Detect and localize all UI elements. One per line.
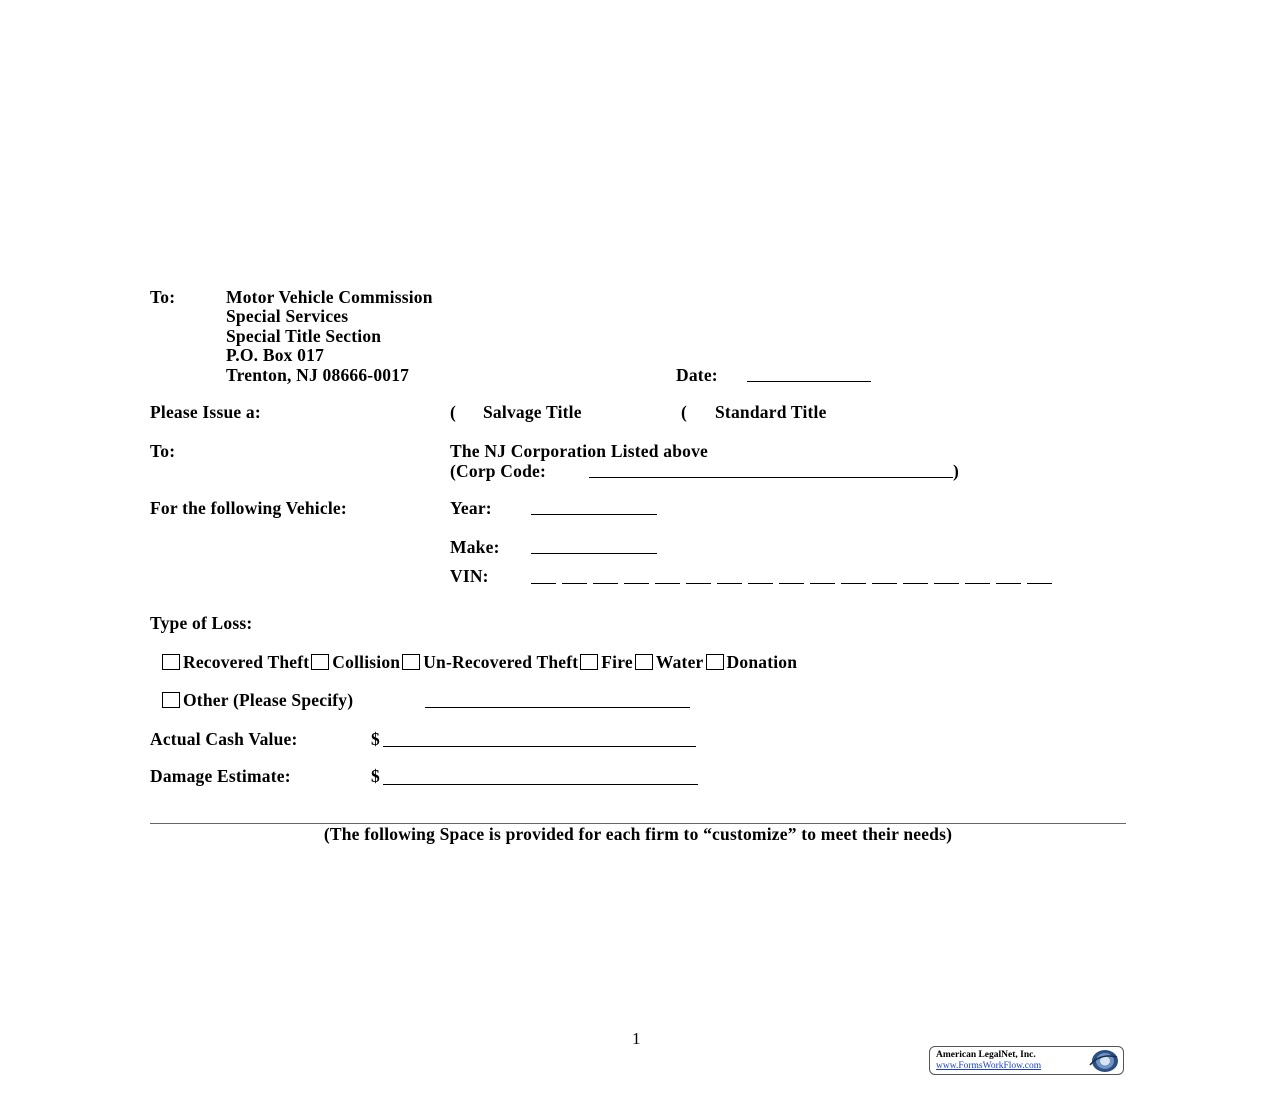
damage-label: Damage Estimate: bbox=[150, 766, 291, 786]
corp-code-field[interactable] bbox=[589, 477, 953, 478]
vin-digit[interactable] bbox=[903, 583, 928, 584]
make-label: Make: bbox=[450, 537, 500, 557]
to-label: To: bbox=[150, 287, 176, 307]
water-checkbox[interactable] bbox=[635, 654, 653, 670]
recovered-theft-checkbox[interactable] bbox=[162, 654, 180, 670]
collision-checkbox[interactable] bbox=[311, 654, 329, 670]
year-label: Year: bbox=[450, 498, 492, 518]
standard-paren[interactable]: ( bbox=[681, 402, 688, 422]
issue-label: Please Issue a: bbox=[150, 402, 261, 422]
loss-label: Type of Loss: bbox=[150, 613, 253, 633]
corp-code-label: (Corp Code: bbox=[450, 461, 547, 481]
vin-digit[interactable] bbox=[872, 583, 897, 584]
vin-label: VIN: bbox=[450, 566, 489, 586]
acv-label: Actual Cash Value: bbox=[150, 729, 298, 749]
damage-currency: $ bbox=[371, 766, 380, 786]
salvage-title-option: Salvage Title bbox=[483, 402, 582, 422]
address-line-5: Trenton, NJ 08666-0017 bbox=[226, 365, 410, 385]
standard-title-option: Standard Title bbox=[715, 402, 827, 422]
recipient-line: The NJ Corporation Listed above bbox=[450, 441, 709, 461]
address-line-2: Special Services bbox=[226, 306, 349, 326]
vin-digit[interactable] bbox=[810, 583, 835, 584]
unrecovered-theft-label: Un-Recovered Theft bbox=[423, 652, 579, 672]
vin-digit[interactable] bbox=[717, 583, 742, 584]
vin-field[interactable] bbox=[531, 583, 1052, 584]
customize-note: (The following Space is provided for each firm to “customize” to meet their needs) bbox=[323, 824, 953, 844]
vin-digit[interactable] bbox=[996, 583, 1021, 584]
vin-digit[interactable] bbox=[841, 583, 866, 584]
collision-label: Collision bbox=[332, 652, 401, 672]
vin-digit[interactable] bbox=[1027, 583, 1052, 584]
vin-digit[interactable] bbox=[624, 583, 649, 584]
date-label: Date: bbox=[676, 365, 718, 385]
water-label: Water bbox=[655, 652, 704, 672]
salvage-paren[interactable]: ( bbox=[450, 402, 457, 422]
address-line-3: Special Title Section bbox=[226, 326, 382, 346]
logo-url[interactable]: www.FormsWorkFlow.com bbox=[936, 1061, 1042, 1071]
address-line-1: Motor Vehicle Commission bbox=[226, 287, 433, 307]
fire-checkbox[interactable] bbox=[580, 654, 598, 670]
vehicle-label: For the following Vehicle: bbox=[150, 498, 347, 518]
corp-code-close: ) bbox=[953, 461, 960, 481]
other-specify-field[interactable] bbox=[425, 707, 690, 708]
damage-field[interactable] bbox=[383, 784, 698, 785]
acv-currency: $ bbox=[371, 729, 380, 749]
other-row bbox=[162, 690, 355, 710]
vin-digit[interactable] bbox=[593, 583, 618, 584]
other-checkbox[interactable] bbox=[162, 692, 180, 708]
loss-options-row bbox=[162, 652, 799, 672]
other-label: Other (Please Specify) bbox=[183, 690, 354, 710]
vin-digit[interactable] bbox=[531, 583, 556, 584]
american-legalnet-logo[interactable] bbox=[929, 1046, 1124, 1075]
donation-label: Donation bbox=[726, 652, 798, 672]
recovered-theft-label: Recovered Theft bbox=[183, 652, 310, 672]
vin-digit[interactable] bbox=[779, 583, 804, 584]
date-field[interactable] bbox=[747, 381, 871, 382]
donation-checkbox[interactable] bbox=[706, 654, 724, 670]
vin-digit[interactable] bbox=[934, 583, 959, 584]
vin-digit[interactable] bbox=[655, 583, 680, 584]
page-number: 1 bbox=[632, 1029, 641, 1048]
acv-field[interactable] bbox=[383, 746, 696, 747]
globe-icon bbox=[1086, 1049, 1120, 1073]
vin-digit[interactable] bbox=[562, 583, 587, 584]
address-line-4: P.O. Box 017 bbox=[226, 345, 325, 365]
recipient-label: To: bbox=[150, 441, 176, 461]
vin-digit[interactable] bbox=[965, 583, 990, 584]
year-field[interactable] bbox=[531, 514, 657, 515]
logo-company: American LegalNet, Inc. bbox=[936, 1050, 1036, 1060]
make-field[interactable] bbox=[531, 553, 657, 554]
fire-label: Fire bbox=[601, 652, 633, 672]
vin-digit[interactable] bbox=[686, 583, 711, 584]
vin-digit[interactable] bbox=[748, 583, 773, 584]
unrecovered-theft-checkbox[interactable] bbox=[402, 654, 420, 670]
